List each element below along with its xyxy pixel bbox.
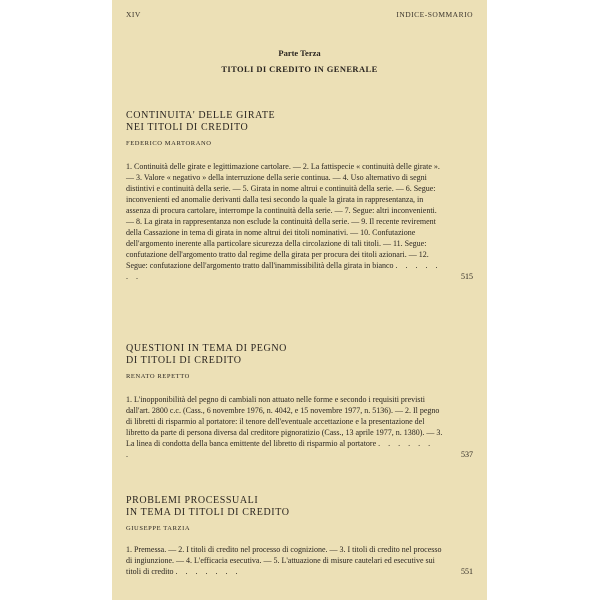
toc-section: [126, 495, 473, 577]
section-title: CONTINUITA' DELLE GIRATE NEI TITOLI DI CREDITO: [126, 110, 276, 133]
leader-dots: . . . . . . .: [175, 567, 241, 576]
book-page: [112, 0, 487, 600]
toc-section: [126, 343, 473, 460]
toc-section: [126, 110, 473, 282]
part-label: Parte Terza: [278, 48, 321, 58]
section-author: FEDERICO MARTORANO: [126, 140, 212, 147]
section-summary: 1. L'inopponibilità del pegno di cambiali non attuato nelle forme e secondo i requisiti previsti dall'art. 2800 c.c. (Cass., 6 novembre 1976, n. 4042, e 15 novembre 1977, n. 5136). — 2. Il pegno di libretti di risparmio al portatore: il tenore dell'eventuale accettazione e la presentazione del libretto da parte di persona diversa dal creditore pignoratizio (Cass., 13 aprile 1977, n. 1380). — 3. La linea di condotta della banca emittente del libretto di risparmio al portatore . . . . . . . 537: [126, 395, 473, 459]
section-summary: 1. Continuità delle girate e legittimazione cartolare. — 2. La fattispecie « continuità delle girate ». — 3. Valore « negativo » della interruzione della serie continua. — 4. Uso alternativo di segni distintivi e continuità della serie. — 5. Girata in nome altrui e continuità della serie. — 6. Segue: inconvenienti ed anomalie derivanti dalla tesi secondo la quale la girata in rappresentanza, in assenza di procura cartolare, interrompe la continuità della serie. — 7. Segue: altri inconvenienti. — 8. La girata in rappresentanza non esclude la continuità della serie. — 9. Il recente revirement della Cassazione in tema di girata in nome altrui dei titoli nominativi. — 10. Confutazione dell'argomento inerente alla particolare sicurezza della circolazione di tali titoli. — 11. Segue: confutazione dell'argomento tratto dal regime della girata per procura dei titoli azionari. — 12. Segue: confutazione dell'argomento tratto dall'inammissibilità della girata in bianco . . . . . . . 515: [126, 162, 473, 281]
section-page: 551: [461, 567, 473, 576]
page-number-roman: XIV: [126, 10, 141, 19]
section-summary: 1. Premessa. — 2. I titoli di credito nel processo di cognizione. — 3. I titoli di credito nel processo di ingiunzione. — 4. L'efficacia esecutiva. — 5. L'attuazione di misure cautelari ed esecutive sui titoli di credito . . . . . . . 551: [126, 545, 473, 576]
section-title: PROBLEMI PROCESSUALI IN TEMA DI TITOLI DI CREDITO: [126, 495, 290, 518]
part-title: TITOLI DI CREDITO IN GENERALE: [221, 64, 378, 74]
running-title: INDICE-SOMMARIO: [396, 10, 473, 19]
section-title: QUESTIONI IN TEMA DI PEGNO DI TITOLI DI CREDITO: [126, 343, 287, 366]
section-page: 537: [461, 450, 473, 459]
running-header: [126, 10, 473, 19]
leader-dots: . . . . . . .: [126, 261, 441, 281]
leader-dots: . . . . . . .: [126, 439, 434, 459]
section-page: 515: [461, 272, 473, 281]
section-author: RENATO REPETTO: [126, 373, 190, 380]
section-author: GIUSEPPE TARZIA: [126, 525, 191, 532]
